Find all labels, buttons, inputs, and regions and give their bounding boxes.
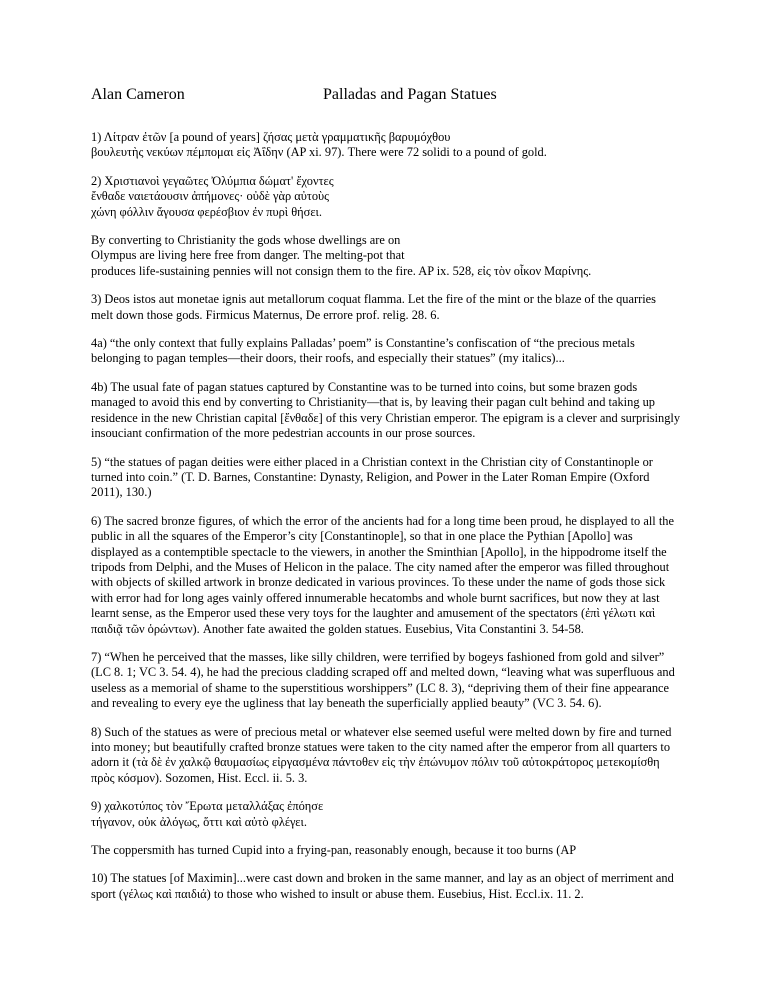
text-line: 1) Λίτραν ἐτῶν [a pound of years] ζήσας μετὰ γραμματικῆς βαρυμόχθου — [91, 130, 451, 144]
document-page — [91, 86, 691, 915]
paragraph-item-6 — [91, 514, 691, 637]
text-line: Olympus are living here free from danger. The melting-pot that — [91, 248, 405, 263]
text-line: and revealing to every eye the ugliness that lay beneath the superficially applied beauty” (VC 3. 54. 6). — [91, 696, 602, 711]
text-line: melt down those gods. Firmicus Maternus, De errore prof. relig. 28. 6. — [91, 307, 440, 322]
text-line: produces life-sustaining pennies will not consign them to the fire. AP ix. 528, εἰς τὸν οἶκον Μαρίνης. — [91, 263, 592, 278]
author-name: Alan Cameron — [91, 86, 185, 103]
text-line: with objects of skilled artwork in bronze dedicated in various provinces. To these under the name of gods those sick — [91, 575, 666, 590]
text-line: insouciant confirmation of the more pedestrian accounts in our prose sources. — [91, 426, 476, 441]
text-line: displayed as a contemptible spectacle to the viewers, in another the Sminthian [Apollo], in the hippodrome itself the — [91, 544, 667, 559]
paragraph-item-8 — [91, 725, 691, 787]
text-line: 3) Deos istos aut monetae ignis aut metallorum coquat flamma. Let the fire of the mint or the blaze of the quarries — [91, 292, 656, 307]
text-line: 2011), 130.) — [91, 485, 152, 500]
text-line: tripods from Delphi, and the Muses of Helicon in the palace. The city named after the emperor was filled throughout — [91, 559, 670, 574]
text-line: belonging to pagan temples—their doors, their roofs, and especially their statues” (my italics)... — [91, 351, 565, 366]
paragraph-item-2 — [91, 174, 691, 220]
paragraph-item-5 — [91, 455, 691, 501]
text-line: turned into coin.” (T. D. Barnes, Constantine: Dynasty, Religion, and Power in the Later Roman Empire (Oxford — [91, 469, 650, 484]
paragraph-item-2-translation — [91, 233, 691, 279]
paragraph-item-4a — [91, 336, 691, 367]
text-line: with error had for long ages vainly offered innumerable hecatombs and whole burnt sacrifices, but now they at last — [91, 590, 660, 605]
text-line: χώνη φόλλιν ἄγουσα φερέσβιον ἐν πυρὶ θήσει. — [91, 204, 322, 219]
text-line: βουλευτὴς νεκύων πέμπομαι εἰς Ἀΐδην (AP xi. 97). There were 72 solidi to a pound of gold. — [91, 145, 547, 160]
text-line: residence in the new Christian capital [ἔνθαδε] of this very Christian emperor. The epigram is a clever and surprisingly — [91, 410, 681, 425]
document-title: Palladas and Pagan Statues — [323, 86, 497, 103]
text-line: ἔνθαδε ναιετάουσιν ἀπήμονες· οὐδὲ γὰρ αὐτοὺς — [91, 189, 330, 204]
text-line: 8) Such of the statues as were of precious metal or whatever else seemed useful were melted down by fire and turned — [91, 724, 672, 739]
text-line: useless as a memorial of shame to the superstitious worshippers” (LC 8. 3), “depriving them of their fine appearance — [91, 680, 670, 695]
document-body — [91, 130, 691, 902]
text-line: τήγανον, οὐκ ἀλόγως, ὅττι καὶ αὐτὸ φλέγει. — [91, 814, 307, 829]
text-line: The coppersmith has turned Cupid into a frying-pan, reasonably enough, because it too burns (AP — [91, 843, 577, 858]
document-header — [91, 86, 691, 108]
text-line: By converting to Christianity the gods whose dwellings are on — [91, 233, 401, 248]
text-line: sport (γέλως καὶ παιδιά) to those who wished to insult or abuse them. Eusebius, Hist. Eccl.ix. 11. 2. — [91, 886, 584, 901]
text-line: παιδιᾷ τῶν ὁρώντων). Another fate awaited the golden statues. Eusebius, Vita Constantini 3. 54-58. — [91, 621, 584, 636]
text-line: 10) The statues [of Maximin]...were cast down and broken in the same manner, and lay as an object of merriment and — [91, 871, 674, 886]
text-line: public in all the squares of the Emperor’s city [Constantinople], so that in one place the Pythian [Apollo] was — [91, 529, 633, 544]
text-line: πρὸς κόσμον). Sozomen, Hist. Eccl. ii. 5. 3. — [91, 770, 308, 785]
text-line: 6) The sacred bronze figures, of which the error of the ancients had for a long time been proud, he displayed to all the — [91, 513, 674, 528]
paragraph-item-3 — [91, 292, 691, 323]
paragraph-item-4b — [91, 380, 691, 442]
paragraph-item-9-translation — [91, 843, 691, 858]
paragraph-item-7 — [91, 650, 691, 712]
paragraph-item-1 — [91, 130, 691, 161]
text-line: 2) Χριστιανοὶ γεγαῶτες Ὀλύμπια δώματ' ἔχοντες — [91, 173, 334, 188]
text-line: 5) “the statues of pagan deities were either placed in a Christian context in the Christian city of Constantinople or — [91, 454, 653, 469]
paragraph-item-10 — [91, 871, 691, 902]
paragraph-item-9 — [91, 799, 691, 830]
text-line: 4a) “the only context that fully explains Palladas’ poem” is Constantine’s confiscation of “the precious metals — [91, 336, 635, 351]
text-line: adorn it (τὰ δὲ ἐν χαλκῷ θαυμασίως εἰργασμένα πάντοθεν εἰς τὴν ἐπώνυμον πόλιν τοῦ αὐτοκράτορος μετεκομίσθη — [91, 755, 660, 770]
text-line: managed to avoid this end by converting to Christianity—that is, by leaving their pagan cult behind and taking up — [91, 395, 656, 410]
text-line: learnt sense, as the Emperor used these very toys for the laughter and amusement of the spectators (ἐπὶ γέλωτι καὶ — [91, 606, 656, 621]
text-line: 4b) The usual fate of pagan statues captured by Constantine was to be turned into coins, but some brazen gods — [91, 379, 638, 394]
text-line: 7) “When he perceived that the masses, like silly children, were terrified by bogeys fashioned from gold and silver” — [91, 649, 665, 664]
text-line: 9) χαλκοτύπος τὸν Ἔρωτα μεταλλάξας ἐπόησε — [91, 799, 324, 814]
text-line: (LC 8. 1; VC 3. 54. 4), he had the precious cladding scraped off and melted down, “leaving what was superfluous and — [91, 665, 675, 680]
text-line: into money; but beautifully crafted bronze statues were taken to the city named after the emperor from all quarters to — [91, 740, 671, 754]
